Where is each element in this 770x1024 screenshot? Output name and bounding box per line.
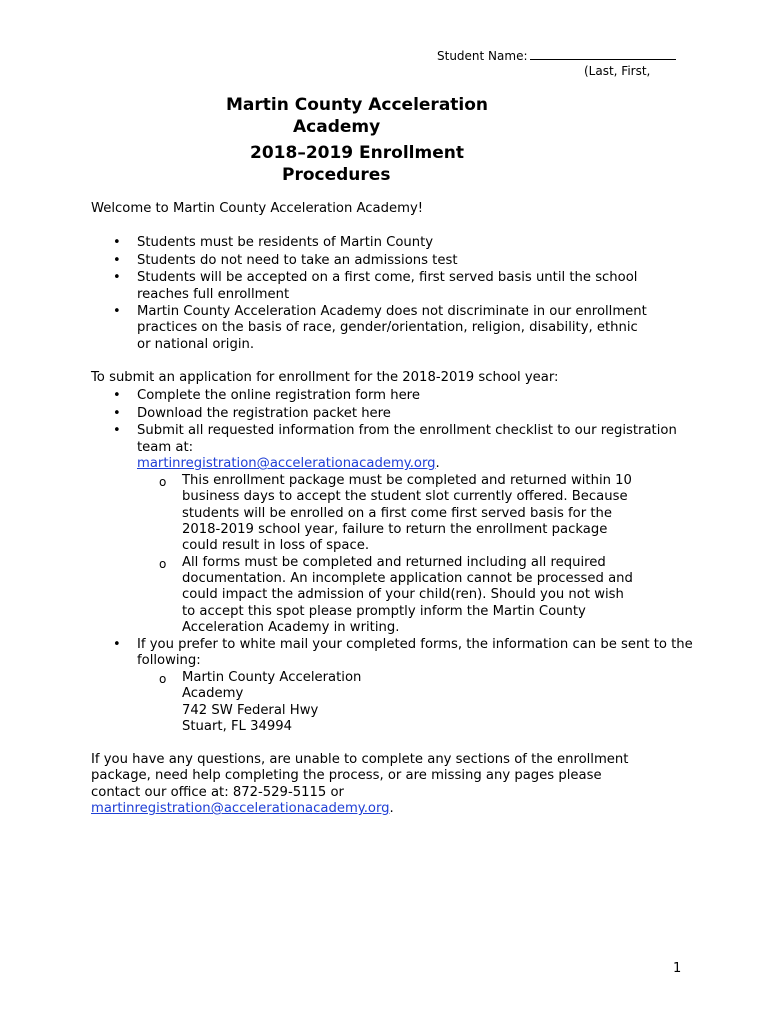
sub-item-line: could impact the admission of your child(ren). Should you not wish xyxy=(182,587,624,602)
title-line-1: Martin County Acceleration xyxy=(226,95,489,115)
mail-step-cont: following: xyxy=(137,653,201,668)
requirement-item: Students must be residents of Martin County xyxy=(137,235,434,250)
sub-bullet-icon: o xyxy=(159,672,167,686)
bullet-icon: • xyxy=(113,270,121,285)
submit-step: Submit all requested information from the enrollment checklist to our registration xyxy=(137,423,677,438)
bullet-icon: • xyxy=(113,637,121,652)
bullet-icon: • xyxy=(113,304,121,319)
subtitle-line-1: 2018–2019 Enrollment xyxy=(250,143,464,163)
address-line: Academy xyxy=(182,686,244,701)
period: . xyxy=(435,456,440,471)
submit-step-cont: team at: xyxy=(137,440,194,455)
title-line-2: Academy xyxy=(293,117,381,137)
registration-email-link[interactable]: martinregistration@accelerationacademy.org xyxy=(137,456,436,471)
requirement-item: Students do not need to take an admissions test xyxy=(137,253,458,268)
bullet-icon: • xyxy=(113,388,121,403)
sub-item-line: to accept this spot please promptly inform the Martin County xyxy=(182,604,586,619)
student-name-field xyxy=(437,47,676,64)
closing-line: contact our office at: 872-529-5115 or xyxy=(91,785,344,800)
subtitle-line-2: Procedures xyxy=(282,165,391,185)
sub-item-line: All forms must be completed and returned including all required xyxy=(182,555,606,570)
welcome-text: Welcome to Martin County Acceleration Academy! xyxy=(91,201,424,216)
requirement-item-cont: practices on the basis of race, gender/orientation, religion, disability, ethnic xyxy=(137,320,638,335)
closing-line: package, need help completing the process, or are missing any pages please xyxy=(91,768,602,783)
bullet-icon: • xyxy=(113,423,121,438)
online-form-step[interactable]: Complete the online registration form here xyxy=(137,388,420,403)
address-line: 742 SW Federal Hwy xyxy=(182,703,319,718)
address-line: Stuart, FL 34994 xyxy=(182,719,293,734)
closing-email-line xyxy=(91,801,394,817)
address-line: Martin County Acceleration xyxy=(182,670,362,685)
submit-intro: To submit an application for enrollment for the 2018-2019 school year: xyxy=(91,370,559,385)
bullet-icon: • xyxy=(113,235,121,250)
name-format-hint: (Last, First, xyxy=(584,64,651,78)
sub-bullet-icon: o xyxy=(159,557,167,571)
sub-item-line: could result in loss of space. xyxy=(182,538,370,553)
sub-item-line: students will be enrolled on a first come first served basis for the xyxy=(182,506,612,521)
requirement-item-cont: reaches full enrollment xyxy=(137,287,290,302)
bullet-icon: • xyxy=(113,253,121,268)
sub-item-line: Acceleration Academy in writing. xyxy=(182,620,400,635)
sub-item-line: documentation. An incomplete application cannot be processed and xyxy=(182,571,633,586)
student-name-label: Student Name: xyxy=(437,49,528,63)
closing-line: If you have any questions, are unable to complete any sections of the enrollment xyxy=(91,752,629,767)
download-packet-step[interactable]: Download the registration packet here xyxy=(137,406,391,421)
sub-item-line: This enrollment package must be completed and returned within 10 xyxy=(182,473,632,488)
registration-email-line xyxy=(137,456,440,472)
closing-email-link[interactable]: martinregistration@accelerationacademy.org xyxy=(91,801,390,816)
sub-item-line: business days to accept the student slot currently offered. Because xyxy=(182,489,628,504)
student-name-blank[interactable] xyxy=(530,47,676,60)
bullet-icon: • xyxy=(113,406,121,421)
sub-bullet-icon: o xyxy=(159,475,167,489)
requirement-item: Students will be accepted on a first come, first served basis until the school xyxy=(137,270,638,285)
mail-step: If you prefer to white mail your completed forms, the information can be sent to the xyxy=(137,637,693,652)
period: . xyxy=(389,801,394,816)
page-number: 1 xyxy=(673,961,682,976)
requirement-item: Martin County Acceleration Academy does not discriminate in our enrollment xyxy=(137,304,647,319)
sub-item-line: 2018-2019 school year, failure to return the enrollment package xyxy=(182,522,608,537)
requirement-item-cont: or national origin. xyxy=(137,337,255,352)
